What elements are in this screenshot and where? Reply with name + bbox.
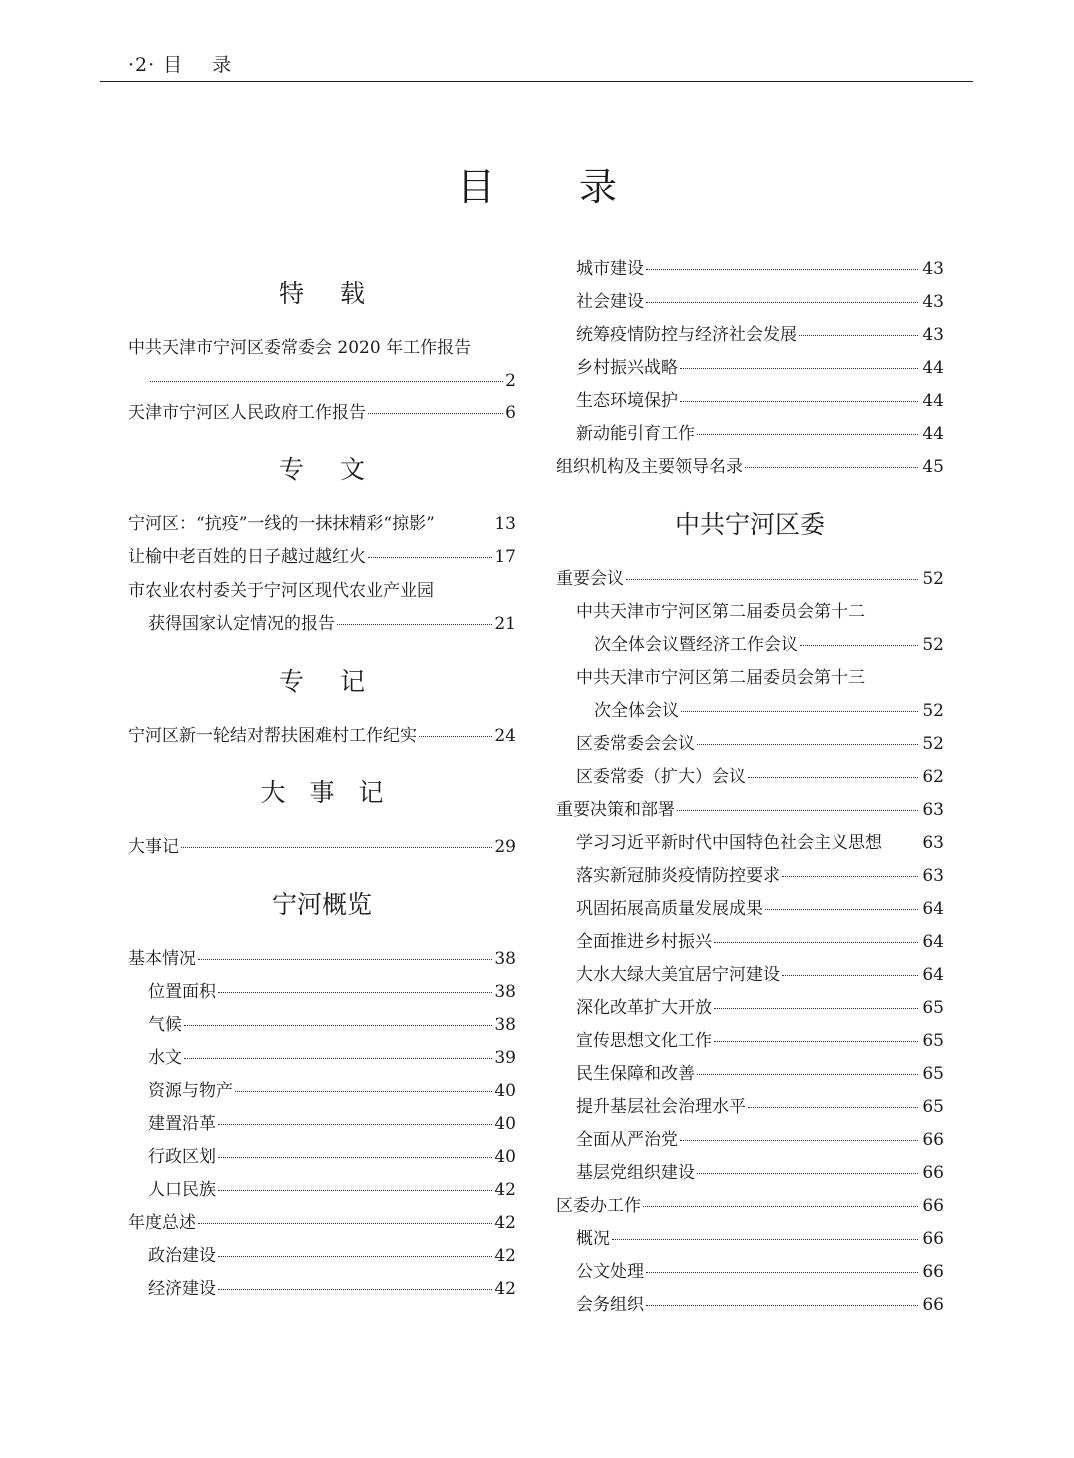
- toc-entry-page: 62: [922, 767, 944, 787]
- toc-entry-page: 21: [494, 614, 516, 634]
- running-head-page-marker: ·2·: [128, 54, 156, 76]
- section-heading-zhuanwen: 专 文: [279, 455, 379, 484]
- toc-entry[interactable]: [128, 1276, 516, 1302]
- toc-entry-title: 巩固拓展高质量发展成果: [576, 899, 763, 919]
- toc-entry-title: 政治建设: [148, 1246, 216, 1266]
- toc-entry-page: 42: [494, 1279, 516, 1299]
- leader-dots: [368, 413, 503, 414]
- toc-entry-title: 区委办工作: [556, 1196, 641, 1216]
- leader-dots: [337, 624, 492, 625]
- leader-dots: [680, 1140, 918, 1141]
- toc-entry-title: 建置沿革: [148, 1114, 216, 1134]
- toc-entry-page: 38: [494, 949, 516, 969]
- toc-entry[interactable]: [128, 1243, 516, 1269]
- leader-dots: [748, 1107, 918, 1108]
- toc-entry-title: 行政区划: [148, 1147, 216, 1167]
- toc-entry-page: 65: [922, 1097, 944, 1117]
- toc-entry-title: 中共天津市宁河区委常委会 2020 年工作报告: [128, 338, 472, 358]
- leader-dots: [677, 810, 918, 811]
- leader-dots: [782, 876, 918, 877]
- toc-entry-page: 52: [922, 701, 944, 721]
- toc-entry-page: 42: [494, 1246, 516, 1266]
- toc-entry[interactable]: [556, 256, 944, 282]
- toc-entry-page: 64: [922, 932, 944, 952]
- toc-entry-title: 提升基层社会治理水平: [576, 1097, 746, 1117]
- toc-entry-page: 38: [494, 1015, 516, 1035]
- toc-entry[interactable]: [556, 322, 944, 348]
- toc-entry[interactable]: [556, 454, 944, 480]
- toc-entry[interactable]: [128, 946, 516, 972]
- toc-entry-page: 2: [505, 371, 516, 391]
- leader-dots: [714, 1008, 918, 1009]
- section-heading-ninghe-quwei: 中共宁河区委: [674, 510, 825, 539]
- toc-entry[interactable]: [556, 929, 944, 955]
- toc-entry-page: 40: [494, 1081, 516, 1101]
- leader-dots: [646, 1305, 918, 1306]
- toc-entry-title: 统筹疫情防控与经济社会发展: [576, 325, 797, 345]
- toc-entry-page: 17: [494, 547, 516, 567]
- leader-dots: [697, 1074, 918, 1075]
- leader-dots: [626, 579, 918, 580]
- toc-entry-page: 65: [922, 1064, 944, 1084]
- toc-entry-title: 人口民族: [148, 1180, 216, 1200]
- leader-dots: [150, 381, 503, 382]
- toc-entry[interactable]: [556, 355, 944, 381]
- leader-dots: [680, 368, 918, 369]
- toc-entry[interactable]: [128, 511, 516, 537]
- toc-entry-page: 40: [494, 1114, 516, 1134]
- leader-dots: [184, 1058, 492, 1059]
- toc-entry[interactable]: [128, 1111, 516, 1137]
- toc-entry[interactable]: [128, 1078, 516, 1104]
- toc-entry-title: 宁河区：“抗疫”一线的一抹抹精彩“掠影”: [128, 514, 435, 534]
- toc-entry[interactable]: [128, 1210, 516, 1236]
- leader-dots: [714, 1041, 918, 1042]
- toc-entry-page: 6: [505, 403, 516, 423]
- toc-entry-page: 42: [494, 1180, 516, 1200]
- toc-entry-page: 45: [922, 457, 944, 477]
- leader-dots: [681, 711, 918, 712]
- toc-entry-page: 38: [494, 982, 516, 1002]
- toc-entry-page: 29: [494, 837, 516, 857]
- toc-entry-page: 43: [922, 325, 944, 345]
- toc-entry[interactable]: [556, 1127, 944, 1153]
- leader-dots: [646, 1272, 918, 1273]
- toc-entry[interactable]: [128, 400, 516, 426]
- toc-entry-title: 全面推进乡村振兴: [576, 932, 712, 952]
- running-head-title: 目 录: [163, 54, 244, 76]
- toc-entry[interactable]: [556, 995, 944, 1021]
- toc-entry-page: 66: [922, 1262, 944, 1282]
- toc-entry-page: 65: [922, 1031, 944, 1051]
- leader-dots: [198, 1223, 492, 1224]
- toc-entry[interactable]: [556, 896, 944, 922]
- toc-entry-title: 获得国家认定情况的报告: [148, 614, 335, 634]
- toc-entry[interactable]: [556, 289, 944, 315]
- leader-dots: [368, 557, 492, 558]
- toc-entry[interactable]: [128, 578, 516, 604]
- leader-dots: [184, 1025, 492, 1026]
- toc-entry-title: 社会建设: [576, 292, 644, 312]
- toc-entry-title: 基层党组织建设: [576, 1163, 695, 1183]
- toc-entry-page: 65: [922, 998, 944, 1018]
- leader-dots: [714, 942, 918, 943]
- toc-entry[interactable]: [128, 1012, 516, 1038]
- section-heading-ninghe-gailan: 宁河概览: [271, 890, 372, 919]
- toc-entry-page: 43: [922, 259, 944, 279]
- toc-entry-title: 大水大绿大美宜居宁河建设: [576, 965, 780, 985]
- section-heading-tezai: 特 载: [279, 279, 379, 308]
- toc-entry[interactable]: [556, 566, 944, 592]
- toc-entry-page: 39: [494, 1048, 516, 1068]
- toc-entry[interactable]: [128, 834, 516, 860]
- leader-dots: [646, 269, 918, 270]
- leader-dots: [181, 847, 492, 848]
- toc-entry-title: 城市建设: [576, 259, 644, 279]
- toc-entry-title: 公文处理: [576, 1262, 644, 1282]
- toc-entry-title: 全面从严治党: [576, 1130, 678, 1150]
- toc-entry-title: 宣传思想文化工作: [576, 1031, 712, 1051]
- leader-dots: [612, 1239, 918, 1240]
- toc-entry[interactable]: [556, 665, 944, 691]
- toc-entry-page: 64: [922, 965, 944, 985]
- toc-entry[interactable]: [556, 632, 944, 658]
- toc-entry-title: 新动能引育工作: [576, 424, 695, 444]
- toc-entry-title: 气候: [148, 1015, 182, 1035]
- toc-entry-title: 乡村振兴战略: [576, 358, 678, 378]
- toc-entry[interactable]: [128, 335, 516, 361]
- leader-dots: [218, 1289, 492, 1290]
- toc-entry[interactable]: [556, 1160, 944, 1186]
- toc-entry[interactable]: [556, 830, 944, 856]
- toc-entry-title: 民生保障和改善: [576, 1064, 695, 1084]
- toc-entry-title: 经济建设: [148, 1279, 216, 1299]
- toc-entry-title: 水文: [148, 1048, 182, 1068]
- toc-entry-page: 64: [922, 899, 944, 919]
- toc-entry-title: 区委常委会会议: [576, 734, 695, 754]
- toc-entry[interactable]: [556, 731, 944, 757]
- toc-entry[interactable]: [556, 797, 944, 823]
- toc-entry-page: 52: [922, 569, 944, 589]
- leader-dots: [218, 1190, 492, 1191]
- toc-entry[interactable]: [128, 979, 516, 1005]
- leader-dots: [748, 777, 918, 778]
- leader-dots: [745, 467, 918, 468]
- toc-entry-title: 次全体会议: [594, 701, 679, 721]
- toc-entry-title: 资源与物产: [148, 1081, 233, 1101]
- toc-entry[interactable]: [128, 611, 516, 637]
- toc-entry-title: 重要决策和部署: [556, 800, 675, 820]
- toc-entry[interactable]: [556, 1193, 944, 1219]
- toc-entry-title: 位置面积: [148, 982, 216, 1002]
- leader-dots: [218, 1124, 492, 1125]
- toc-entry-title: 学习习近平新时代中国特色社会主义思想: [576, 833, 882, 853]
- toc-entry-page: 66: [922, 1229, 944, 1249]
- leader-dots: [765, 909, 918, 910]
- toc-entry-title: 概况: [576, 1229, 610, 1249]
- toc-entry-page: 42: [494, 1213, 516, 1233]
- toc-entry-page: 66: [922, 1130, 944, 1150]
- toc-entry-title: 区委常委（扩大）会议: [576, 767, 746, 787]
- toc-entry-title: 深化改革扩大开放: [576, 998, 712, 1018]
- toc-entry-title: 让榆中老百姓的日子越过越红火: [128, 547, 366, 567]
- toc-entry-title: 重要会议: [556, 569, 624, 589]
- toc-entry-title: 组织机构及主要领导名录: [556, 457, 743, 477]
- leader-dots: [198, 959, 492, 960]
- leader-dots: [643, 1206, 918, 1207]
- toc-entry-title: 中共天津市宁河区第二届委员会第十二: [576, 602, 865, 622]
- leader-dots: [218, 992, 492, 993]
- toc-entry-page: 66: [922, 1196, 944, 1216]
- toc-entry[interactable]: [556, 1226, 944, 1252]
- toc-entry-page: 63: [922, 833, 944, 853]
- toc-entry[interactable]: [556, 421, 944, 447]
- section-heading-zhuanji: 专 记: [279, 667, 379, 696]
- leader-dots: [799, 335, 918, 336]
- toc-entry-page: 63: [922, 866, 944, 886]
- toc-entry-page: 24: [494, 726, 516, 746]
- toc-entry-page: 63: [922, 800, 944, 820]
- leader-dots: [782, 975, 918, 976]
- leader-dots: [235, 1091, 492, 1092]
- toc-entry-page: 66: [922, 1295, 944, 1315]
- leader-dots: [800, 645, 918, 646]
- toc-entry-page: 52: [922, 734, 944, 754]
- toc-entry[interactable]: [128, 1045, 516, 1071]
- leader-dots: [697, 744, 918, 745]
- toc-entry-page: 44: [922, 391, 944, 411]
- toc-entry-page: 66: [922, 1163, 944, 1183]
- toc-entry[interactable]: [556, 863, 944, 889]
- leader-dots: [680, 401, 918, 402]
- toc-entry[interactable]: [556, 764, 944, 790]
- toc-entry-title: 落实新冠肺炎疫情防控要求: [576, 866, 780, 886]
- page-title: 目 录: [456, 165, 654, 209]
- toc-entry[interactable]: [128, 1177, 516, 1203]
- toc-entry-title: 中共天津市宁河区第二届委员会第十三: [576, 668, 865, 688]
- toc-entry[interactable]: [556, 1259, 944, 1285]
- toc-entry-page: 44: [922, 358, 944, 378]
- toc-entry[interactable]: [556, 388, 944, 414]
- leader-dots: [697, 434, 918, 435]
- toc-entry[interactable]: [128, 544, 516, 570]
- toc-entry[interactable]: [128, 723, 516, 749]
- toc-entry-title: 生态环境保护: [576, 391, 678, 411]
- toc-entry-title: 市农业农村委关于宁河区现代农业产业园: [128, 581, 434, 601]
- leader-dots: [218, 1256, 492, 1257]
- toc-entry-title: 大事记: [128, 837, 179, 857]
- toc-entry[interactable]: [128, 1144, 516, 1170]
- toc-entry-page: 52: [922, 635, 944, 655]
- toc-entry-page: 43: [922, 292, 944, 312]
- toc-entry[interactable]: [556, 1292, 944, 1318]
- toc-entry-page: 13: [494, 514, 516, 534]
- toc-entry-title: 天津市宁河区人民政府工作报告: [128, 403, 366, 423]
- toc-entry[interactable]: [556, 1094, 944, 1120]
- leader-dots: [218, 1157, 492, 1158]
- leader-dots: [419, 736, 492, 737]
- toc-entry-title: 会务组织: [576, 1295, 644, 1315]
- toc-entry-title: 次全体会议暨经济工作会议: [594, 635, 798, 655]
- toc-entry[interactable]: [556, 698, 944, 724]
- toc-entry[interactable]: [556, 1061, 944, 1087]
- toc-entry[interactable]: [556, 599, 944, 625]
- running-head: [128, 50, 243, 77]
- header-rule: [100, 81, 973, 82]
- leader-dots: [646, 302, 918, 303]
- toc-entry[interactable]: [556, 962, 944, 988]
- toc-entry[interactable]: [556, 1028, 944, 1054]
- toc-entry-title: 宁河区新一轮结对帮扶困难村工作纪实: [128, 726, 417, 746]
- toc-entry-page: 44: [922, 424, 944, 444]
- toc-entry-title: 基本情况: [128, 949, 196, 969]
- toc-entry-title: 年度总述: [128, 1213, 196, 1233]
- toc-entry-page: 40: [494, 1147, 516, 1167]
- section-heading-dashiji: 大 事 记: [260, 778, 392, 807]
- leader-dots: [697, 1173, 918, 1174]
- toc-entry[interactable]: [128, 368, 516, 394]
